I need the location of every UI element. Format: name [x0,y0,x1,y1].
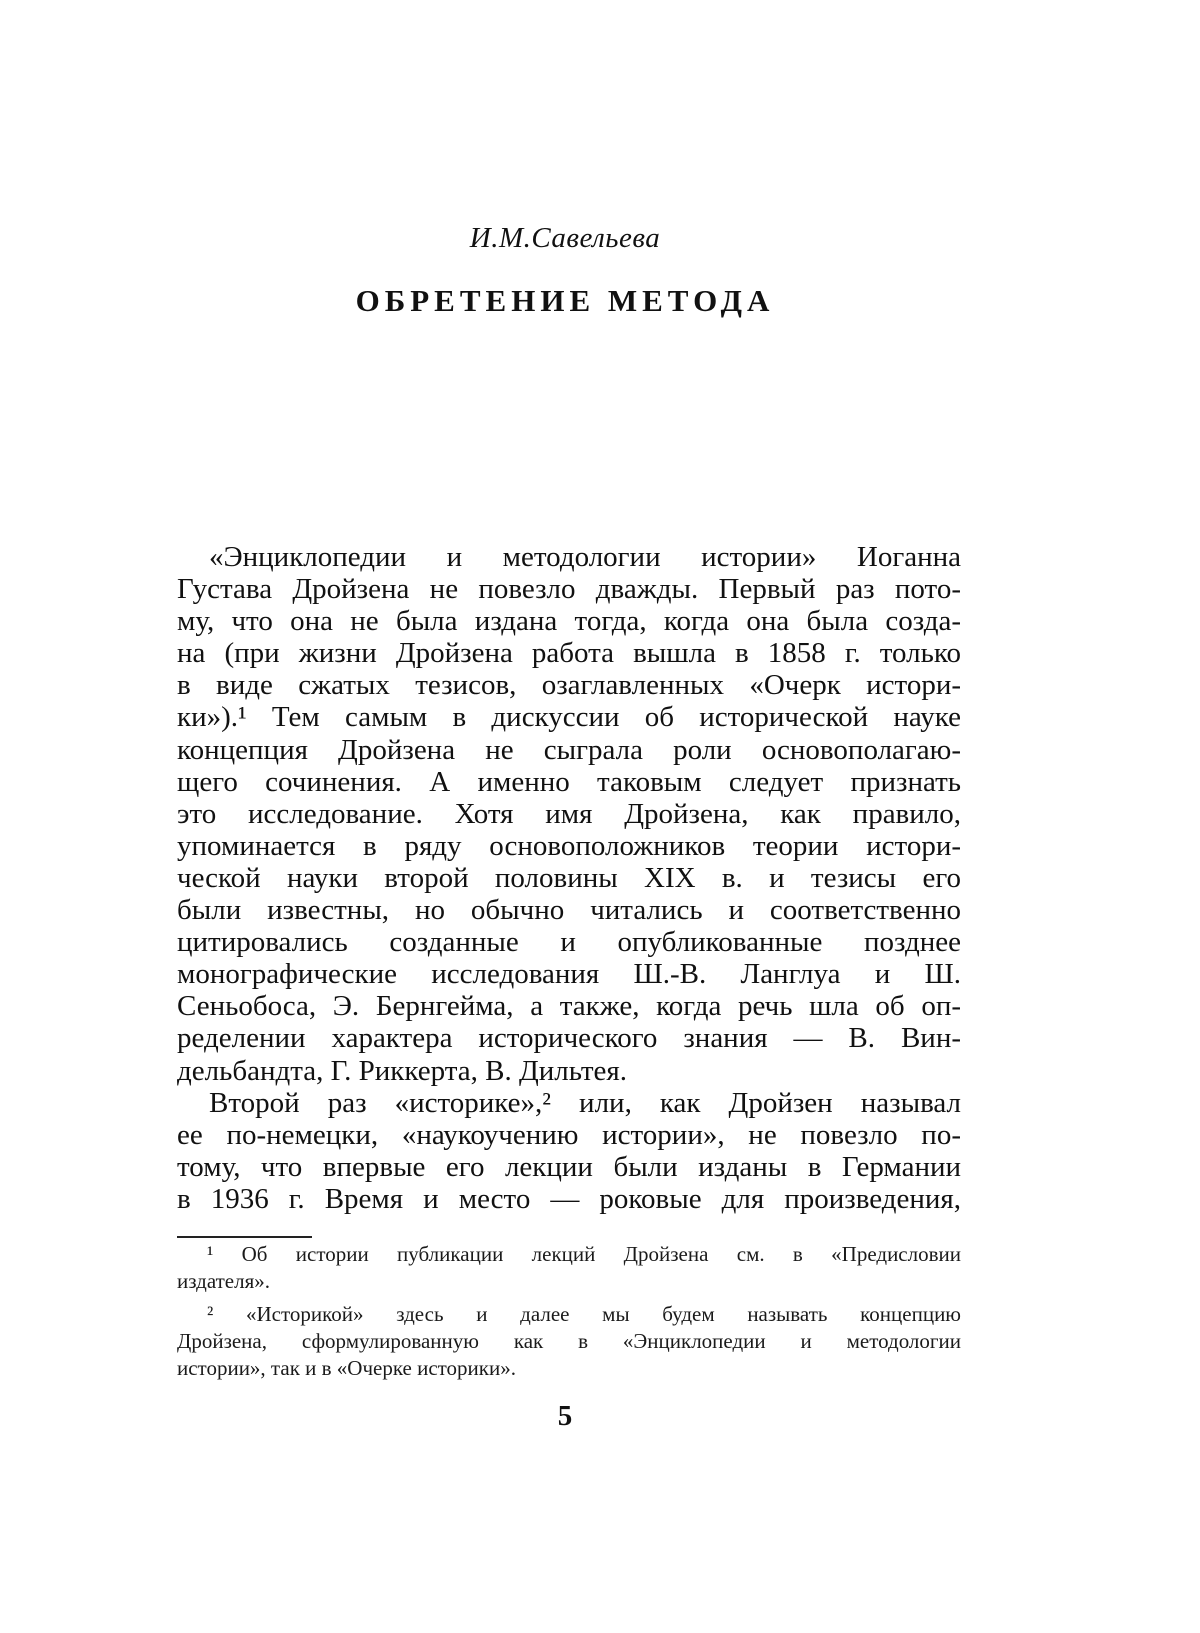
text-line: «Энциклопедии и методологии истории» Иоганна [209,541,961,573]
author-name: И.М.Савельева [469,222,661,254]
text-line: цитировались созданные и опубликованные позднее [177,926,961,959]
text-line: монографические исследования Ш.-В. Ланглуа и Ш. [177,958,961,991]
text-line: на (при жизни Дройзена работа вышла в 1858 г. только [177,637,961,670]
text-line: му, что она не была издана тогда, когда она была созда- [177,605,961,638]
text-line: Густава Дройзена не повезло дважды. Первый раз пото- [177,573,961,606]
text-line: ки»).¹ Тем самым в дискуссии об исторической науке [177,701,961,734]
text-line: концепция Дройзена не сыграла роли основополагаю- [177,733,961,766]
text-line: ределении характера исторического знания — В. Вин- [177,1022,961,1055]
footnote-line: ² «Историкой» здесь и далее мы будем называть концепцию [207,1302,961,1326]
text-line: тому, что впервые его лекции были изданы в Германии [177,1150,961,1183]
footnote-line: издателя». [177,1269,271,1293]
text-line: щего сочинения. А именно таковым следует признать [177,765,961,798]
text-line: ческой науки второй половины XIX в. и тезисы его [177,861,961,894]
page-number: 5 [557,1400,573,1432]
text-line: были известны, но обычно читались и соответственно [177,894,961,927]
text-line: это исследование. Хотя имя Дройзена, как правило, [177,797,961,830]
main-text [177,541,961,1215]
footnotes [177,1241,961,1382]
footnote-divider [177,1236,312,1238]
text-line: в виде сжатых тезисов, озаглавленных «Очерк истори- [177,669,961,702]
text-line: в 1936 г. Время и место — роковые для произведения, [177,1182,961,1215]
text-line: Сеньобоса, Э. Бернгейма, а также, когда речь шла об оп- [177,990,961,1023]
text-line: упоминается в ряду основоположников теории истори- [177,829,961,862]
footnote-line: ¹ Об истории публикации лекций Дройзена см. в «Предисловии [207,1242,961,1266]
text-line: дельбандта, Г. Риккерта, В. Дильтея. [177,1054,627,1087]
text-line: ее по-немецки, «наукоучению истории», не повезло по- [177,1118,961,1151]
chapter-title: ОБРЕТЕНИЕ МЕТОДА [355,283,775,318]
footnote-line: истории», так и в «Очерке историки». [177,1356,516,1380]
text-line: Второй раз «историке»,² или, как Дройзен называл [209,1086,961,1119]
footnote-line: Дройзена, сформулированную как в «Энциклопедии и методологии [177,1329,961,1353]
